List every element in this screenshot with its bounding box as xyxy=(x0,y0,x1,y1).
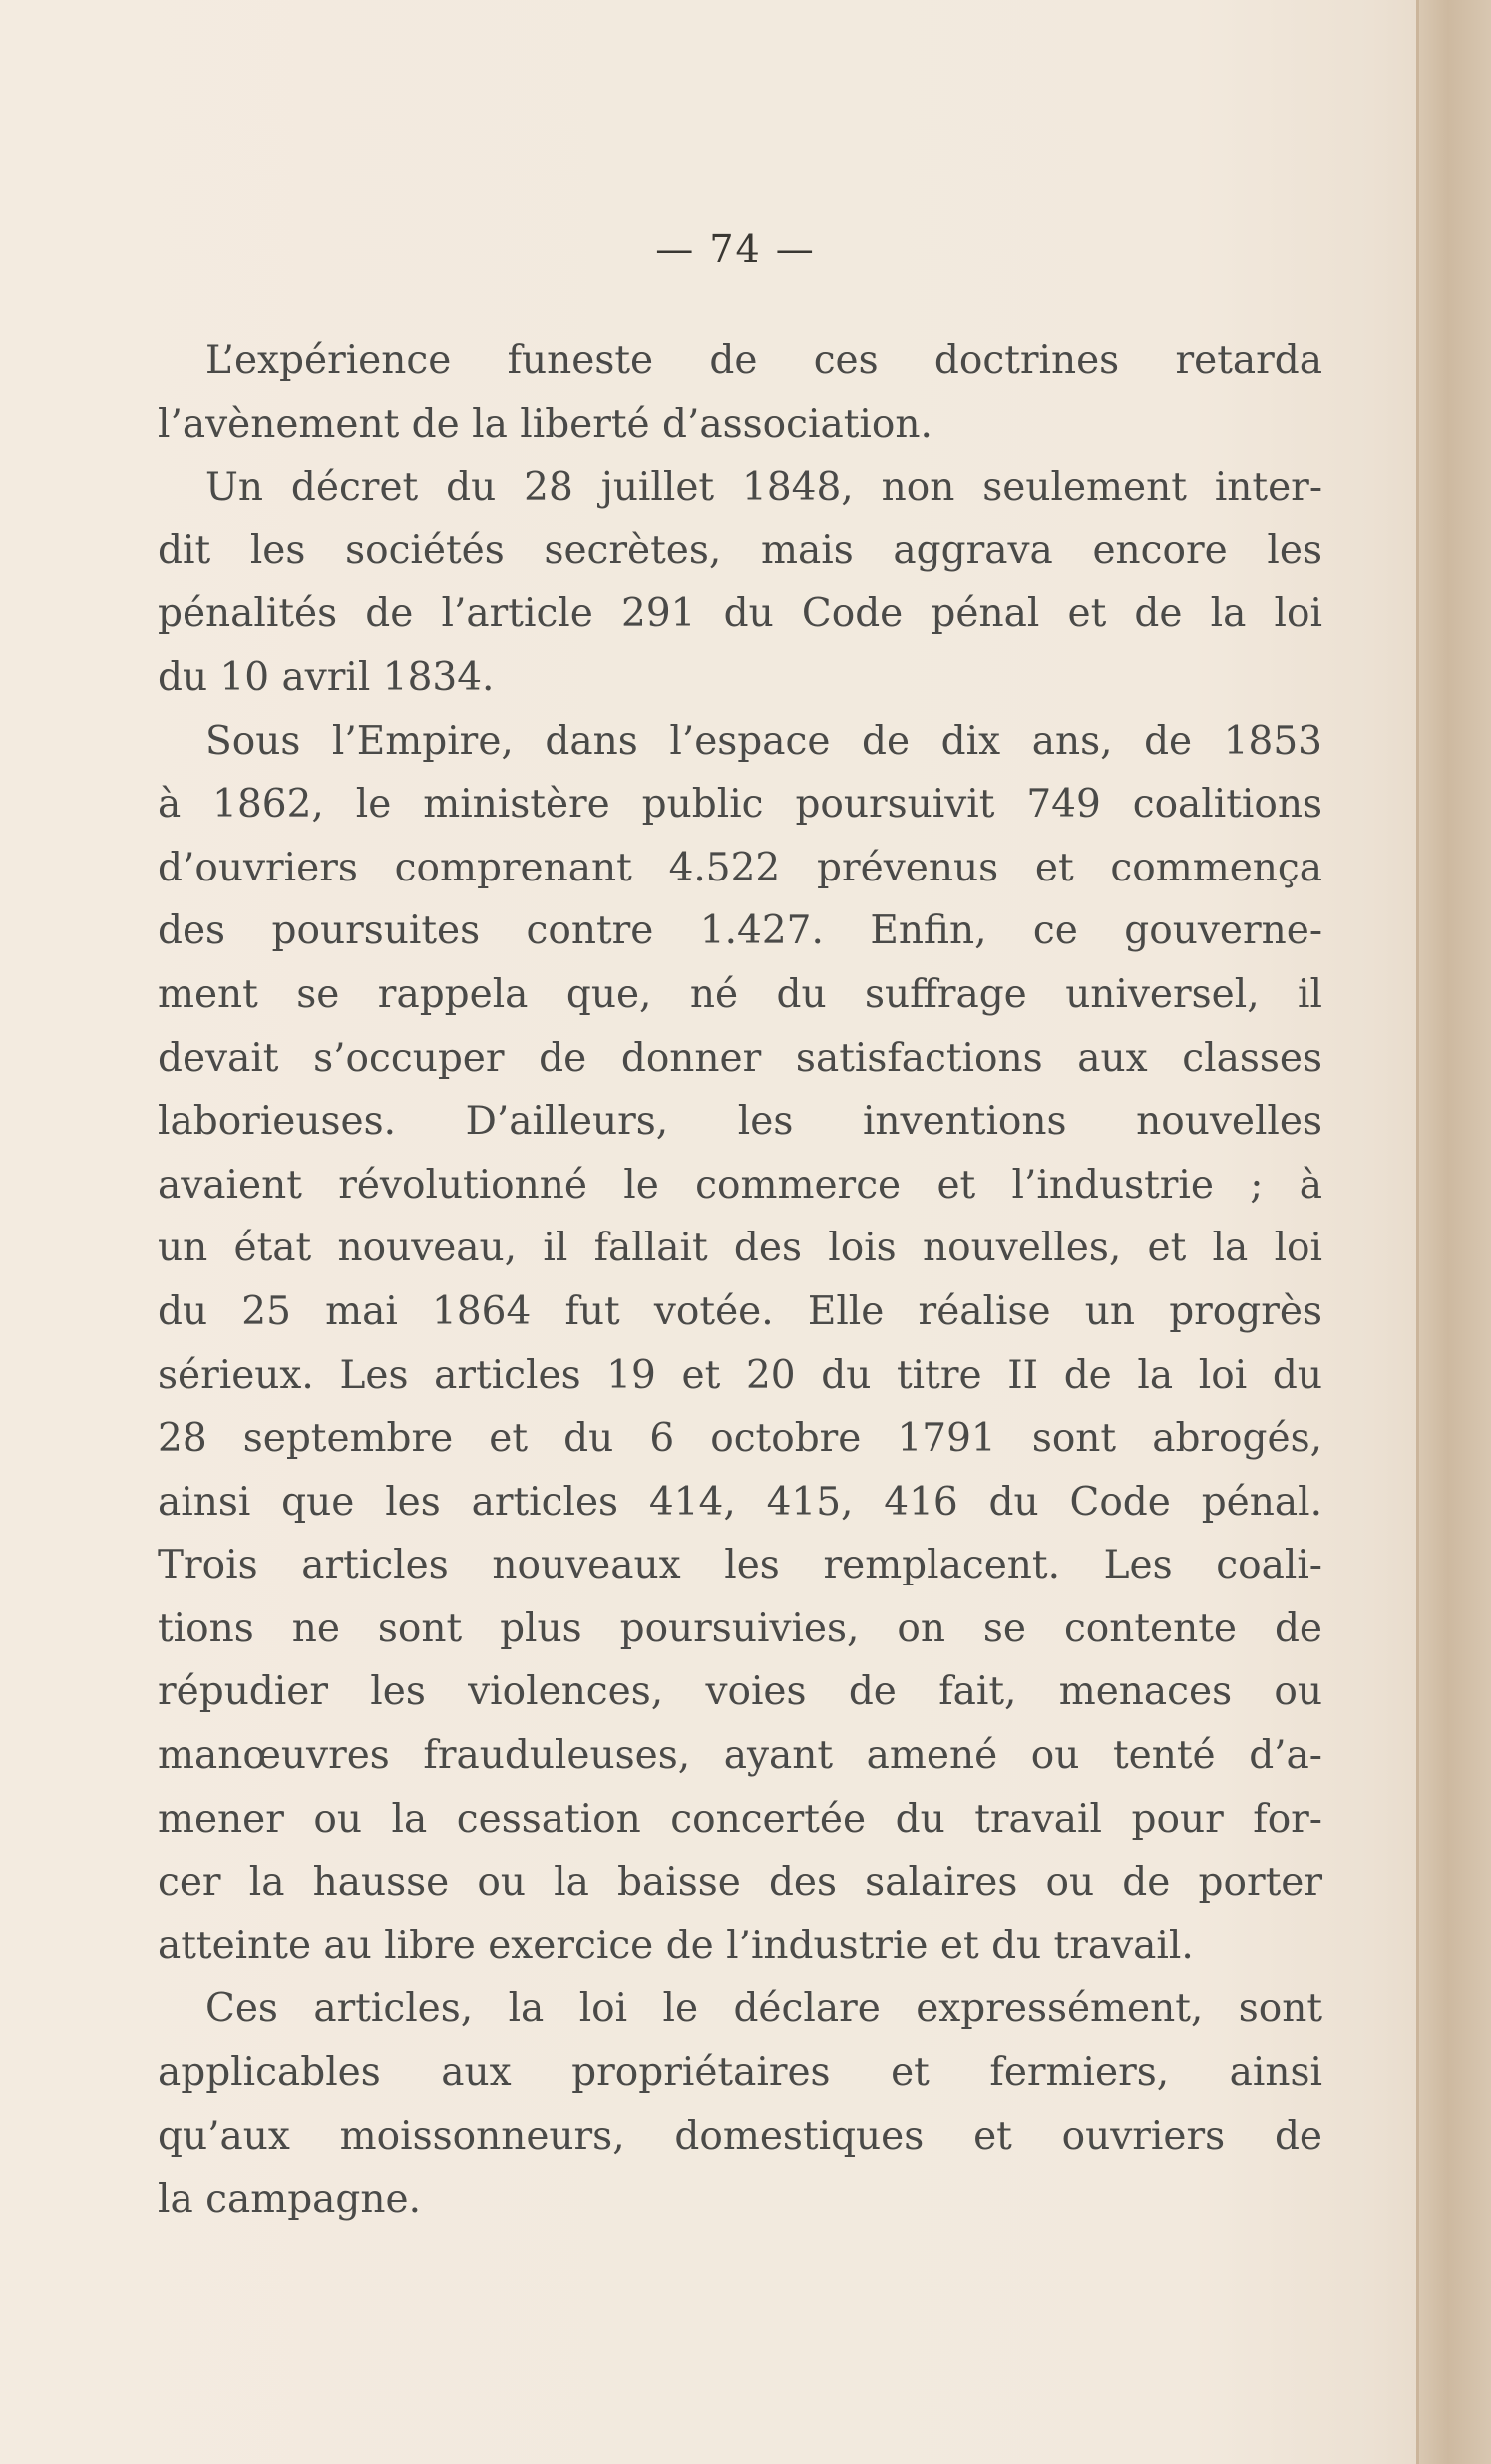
text-line: qu’aux moissonneurs, domestiques et ouvriers de xyxy=(158,2113,1322,2159)
text-line: laborieuses. D’ailleurs, les inventions nouvelles xyxy=(158,1099,1322,1145)
text-line: à 1862, le ministère public poursuivit 749 coalitions xyxy=(158,782,1322,828)
text-line: devait s’occuper de donner satisfactions aux classes xyxy=(158,1035,1322,1081)
text-line: mener ou la cessation concertée du travail pour for- xyxy=(158,1796,1322,1842)
text-line: Trois articles nouveaux les remplacent. Les coali- xyxy=(158,1543,1322,1588)
text-line: ment se rappela que, né du suffrage universel, il xyxy=(158,971,1322,1017)
text-line: avaient révolutionné le commerce et l’industrie ; à xyxy=(158,1162,1322,1208)
text-line: ainsi que les articles 414, 415, 416 du Code pénal. xyxy=(158,1479,1322,1525)
text-line: sérieux. Les articles 19 et 20 du titre II de la loi du xyxy=(158,1352,1322,1398)
body-text xyxy=(158,329,1322,2232)
text-line: pénalités de l’article 291 du Code pénal et de la loi xyxy=(158,591,1322,637)
text-line: atteinte au libre exercice de l’industrie et du travail. xyxy=(158,1923,1194,1968)
text-line: tions ne sont plus poursuivies, on se contente de xyxy=(158,1605,1322,1651)
page-number: — 74 — xyxy=(655,227,816,271)
text-line: des poursuites contre 1.427. Enfin, ce gouverne- xyxy=(158,908,1322,954)
text-line: Un décret du 28 juillet 1848, non seulement inter- xyxy=(205,465,1322,511)
text-line: répudier les violences, voies de fait, menaces ou xyxy=(158,1669,1322,1715)
text-line: L’expérience funeste de ces doctrines retarda xyxy=(205,338,1322,383)
text-line: Sous l’Empire, dans l’espace de dix ans, de 1853 xyxy=(205,718,1322,764)
text-line: d’ouvriers comprenant 4.522 prévenus et commença xyxy=(158,845,1322,890)
page-gutter xyxy=(1416,0,1491,2464)
text-line: la campagne. xyxy=(158,2177,421,2223)
text-line: Ces articles, la loi le déclare expressément, sont xyxy=(205,1986,1322,2032)
text-line: manœuvres frauduleuses, ayant amené ou tenté d’a- xyxy=(158,1733,1322,1779)
text-line: du 10 avril 1834. xyxy=(158,654,495,700)
text-line: l’avènement de la liberté d’association. xyxy=(158,401,932,447)
text-line: un état nouveau, il fallait des lois nouvelles, et la loi xyxy=(158,1226,1322,1271)
text-line: 28 septembre et du 6 octobre 1791 sont abrogés, xyxy=(158,1416,1322,1462)
text-line: du 25 mai 1864 fut votée. Elle réalise un progrès xyxy=(158,1288,1322,1334)
text-line: applicables aux propriétaires et fermiers, ainsi xyxy=(158,2050,1322,2096)
text-line: dit les sociétés secrètes, mais aggrava encore les xyxy=(158,528,1322,573)
text-line: cer la hausse ou la baisse des salaires ou de porter xyxy=(158,1860,1322,1906)
